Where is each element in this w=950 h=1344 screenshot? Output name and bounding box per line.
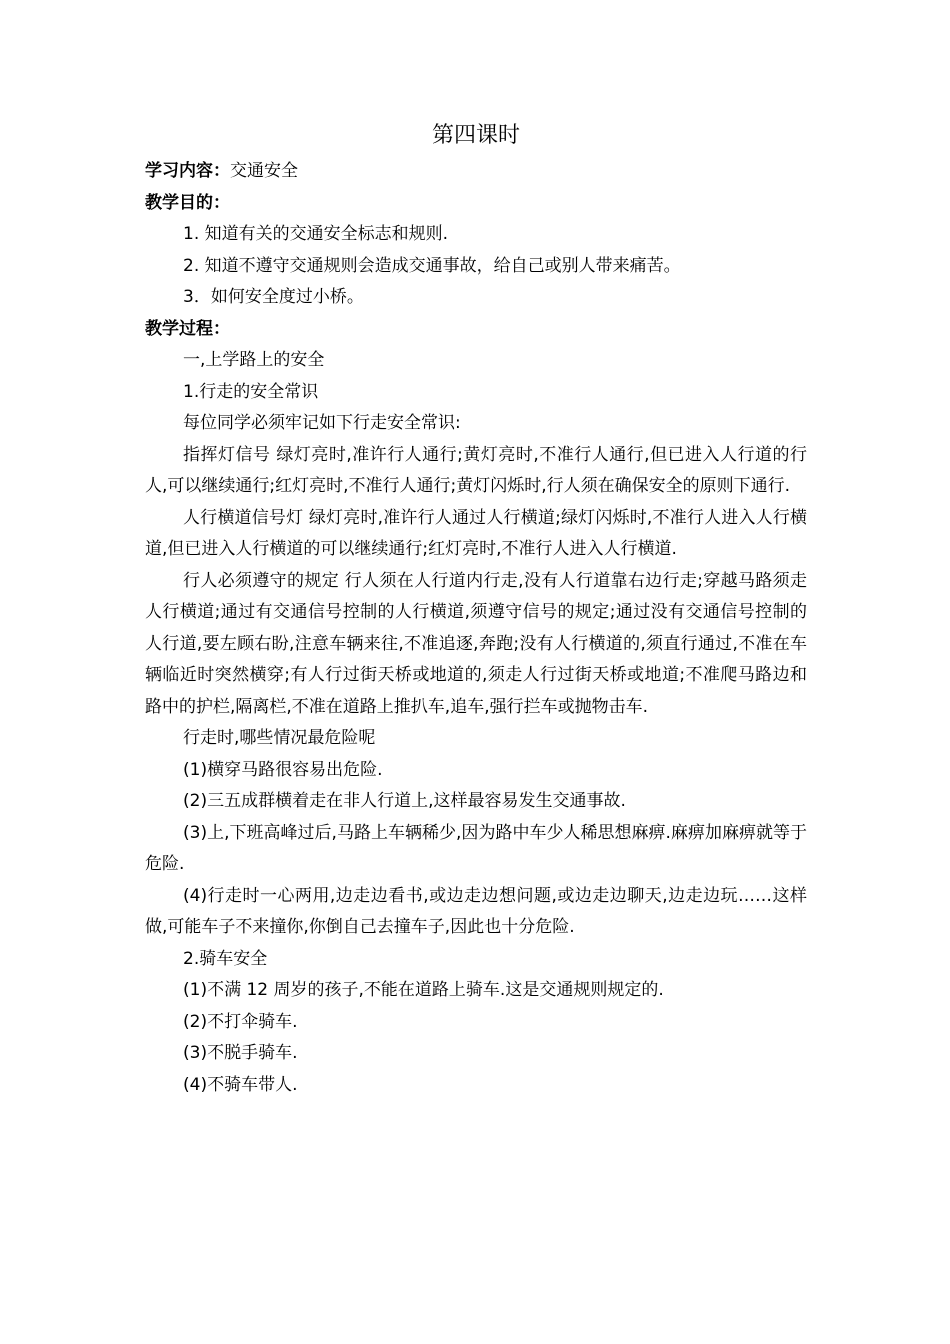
danger-item: (3)上,下班高峰过后,马路上车辆稀少,因为路中车少人稀思想麻痹.麻痹加麻痹就等于危险. <box>145 822 807 874</box>
paragraph-crosswalk-lights: 人行横道信号灯 绿灯亮时,准许行人通过人行横道;绿灯闪烁时,不准行人进入人行横道,但已进入人行横道的可以继续通行;红灯亮时,不准行人进入人行横道. <box>145 507 807 559</box>
bike-item: (1)不满 12 周岁的孩子,不能在道路上骑车.这是交通规则规定的. <box>183 980 664 1000</box>
danger-item: (4)行走时一心两用,边走边看书,或边走边想问题,或边走边聊天,边走边玩……这样做,可能车子不来撞你,你倒自己去撞车子,因此也十分危险. <box>145 885 807 937</box>
content-value: 交通安全 <box>230 161 298 181</box>
danger-item: (1)横穿马路很容易出危险. <box>183 759 383 780</box>
goal-item: 2. 知道不遵守交通规则会造成交通事故，给自己或别人带来痛苦。 <box>183 255 681 276</box>
document-body <box>145 118 807 1101</box>
danger-question: 行走时,哪些情况最危险呢 <box>183 728 376 748</box>
bike-item: (2)不打伞骑车. <box>183 1011 298 1032</box>
paragraph-pedestrian-rules: 行人必须遵守的规定 行人须在人行道内行走,没有人行道靠右边行走;穿越马路须走人行横道;通过有交通信号控制的人行横道,须遵守信号的规定;通过没有交通信号控制的人行道,要左顾右盼,注意车辆来往,不准追逐,奔跑;没有人行横道的,须直行通过,不准在车辆临近时突然横穿;有人行过街天桥或地道的,须走人行过街天桥或地道;不准爬马路边和路中的护栏,隔离栏,不准在道路上推扒车,追车,强行拦车或抛物击车. <box>145 570 807 717</box>
page-title: 第四课时 <box>431 123 520 148</box>
goals-label: 教学目的： <box>145 192 230 213</box>
bike-item: (3)不脱手骑车. <box>183 1043 298 1063</box>
subsection-heading: 2.骑车安全 <box>183 948 268 969</box>
content-label: 学习内容： <box>145 161 230 181</box>
danger-item: (2)三五成群横着走在非人行道上,这样最容易发生交通事故. <box>183 791 626 811</box>
bike-item: (4)不骑车带人. <box>183 1074 298 1095</box>
goal-item: 3．如何安全度过小桥。 <box>183 287 364 307</box>
subsection-heading: 1.行走的安全常识 <box>183 381 319 402</box>
paragraph-signal-lights: 指挥灯信号 绿灯亮时,准许行人通行;黄灯亮时,不准行人通行,但已进入人行道的行人,可以继续通行;红灯亮时,不准行人通行;黄灯闪烁时,行人须在确保安全的原则下通行. <box>145 444 807 496</box>
section-heading: 一,上学路上的安全 <box>183 350 325 370</box>
goal-item: 1. 知道有关的交通安全标志和规则. <box>183 224 449 244</box>
process-label: 教学过程： <box>145 318 230 339</box>
content-line <box>145 156 807 188</box>
intro-line: 每位同学必须牢记如下行走安全常识: <box>183 413 461 433</box>
